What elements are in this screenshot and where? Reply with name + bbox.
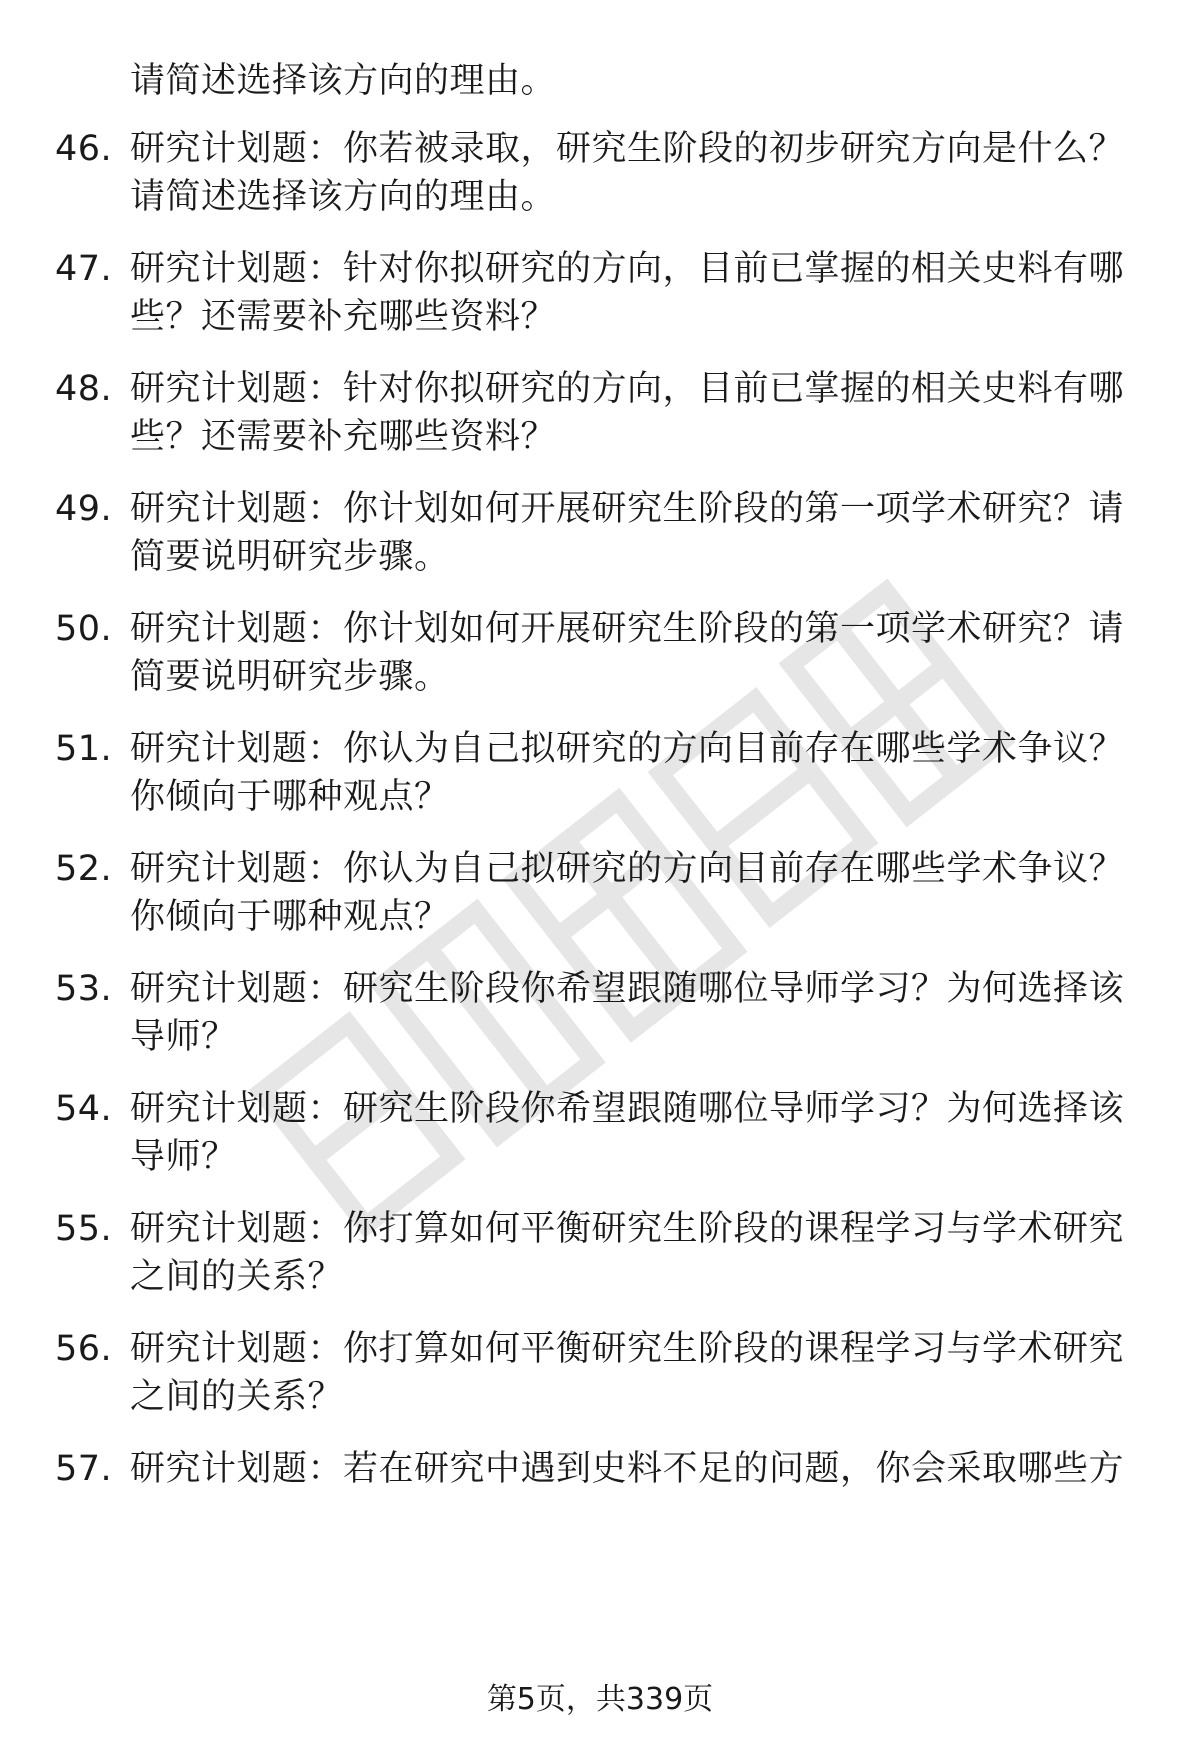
- question-text-line1: 研究计划题：你打算如何平衡研究生阶段的课程学习与学术研究: [130, 1329, 1125, 1369]
- question-text-line2: 之间的关系？: [130, 1377, 344, 1417]
- question-text-line2: 些？还需要补充哪些资料？: [130, 417, 557, 457]
- question-text-line1: 研究计划题：你计划如何开展研究生阶段的第一项学术研究？请: [130, 609, 1125, 649]
- question-text-line1: 研究计划题：针对你拟研究的方向，目前已掌握的相关史料有哪: [130, 369, 1125, 409]
- question-text-line2: 你倾向于哪种观点？: [130, 777, 450, 817]
- question-text-line1: 研究计划题：若在研究中遇到史料不足的问题，你会采取哪些方: [130, 1449, 1125, 1489]
- continuation-text: 请简述选择该方向的理由。: [130, 61, 557, 101]
- question-text-line2: 导师？: [130, 1137, 237, 1177]
- question-text-line2: 导师？: [130, 1017, 237, 1057]
- question-text-line1: 研究计划题：研究生阶段你希望跟随哪位导师学习？为何选择该: [130, 969, 1125, 1009]
- question-number: 47.: [55, 249, 113, 289]
- question-number: 55.: [55, 1209, 113, 1249]
- question-text-line2: 些？还需要补充哪些资料？: [130, 297, 557, 337]
- question-text-line2: 之间的关系？: [130, 1257, 344, 1297]
- question-text-line1: 研究计划题：你计划如何开展研究生阶段的第一项学术研究？请: [130, 489, 1125, 529]
- question-number: 56.: [55, 1329, 113, 1369]
- question-number: 50.: [55, 609, 113, 649]
- question-number: 52.: [55, 849, 113, 889]
- question-text-line1: 研究计划题：研究生阶段你希望跟随哪位导师学习？为何选择该: [130, 1089, 1125, 1129]
- page-footer: 第5页，共339页: [486, 1682, 714, 1717]
- question-text-line2: 简要说明研究步骤。: [130, 657, 450, 697]
- question-number: 51.: [55, 729, 113, 769]
- question-number: 53.: [55, 969, 113, 1009]
- question-text-line2: 简要说明研究步骤。: [130, 537, 450, 577]
- question-text-line1: 研究计划题：你若被录取，研究生阶段的初步研究方向是什么？: [130, 129, 1125, 169]
- question-number: 49.: [55, 489, 113, 529]
- question-text-line1: 研究计划题：你认为自己拟研究的方向目前存在哪些学术争议？: [130, 849, 1125, 889]
- question-text-line1: 研究计划题：你打算如何平衡研究生阶段的课程学习与学术研究: [130, 1209, 1125, 1249]
- question-text-line1: 研究计划题：你认为自己拟研究的方向目前存在哪些学术争议？: [130, 729, 1125, 769]
- question-text-line2: 请简述选择该方向的理由。: [130, 177, 557, 217]
- question-text-line1: 研究计划题：针对你拟研究的方向，目前已掌握的相关史料有哪: [130, 249, 1125, 289]
- question-number: 54.: [55, 1089, 113, 1129]
- question-text-line2: 你倾向于哪种观点？: [130, 897, 450, 937]
- question-number: 48.: [55, 369, 113, 409]
- question-number: 57.: [55, 1449, 113, 1489]
- question-number: 46.: [55, 129, 113, 169]
